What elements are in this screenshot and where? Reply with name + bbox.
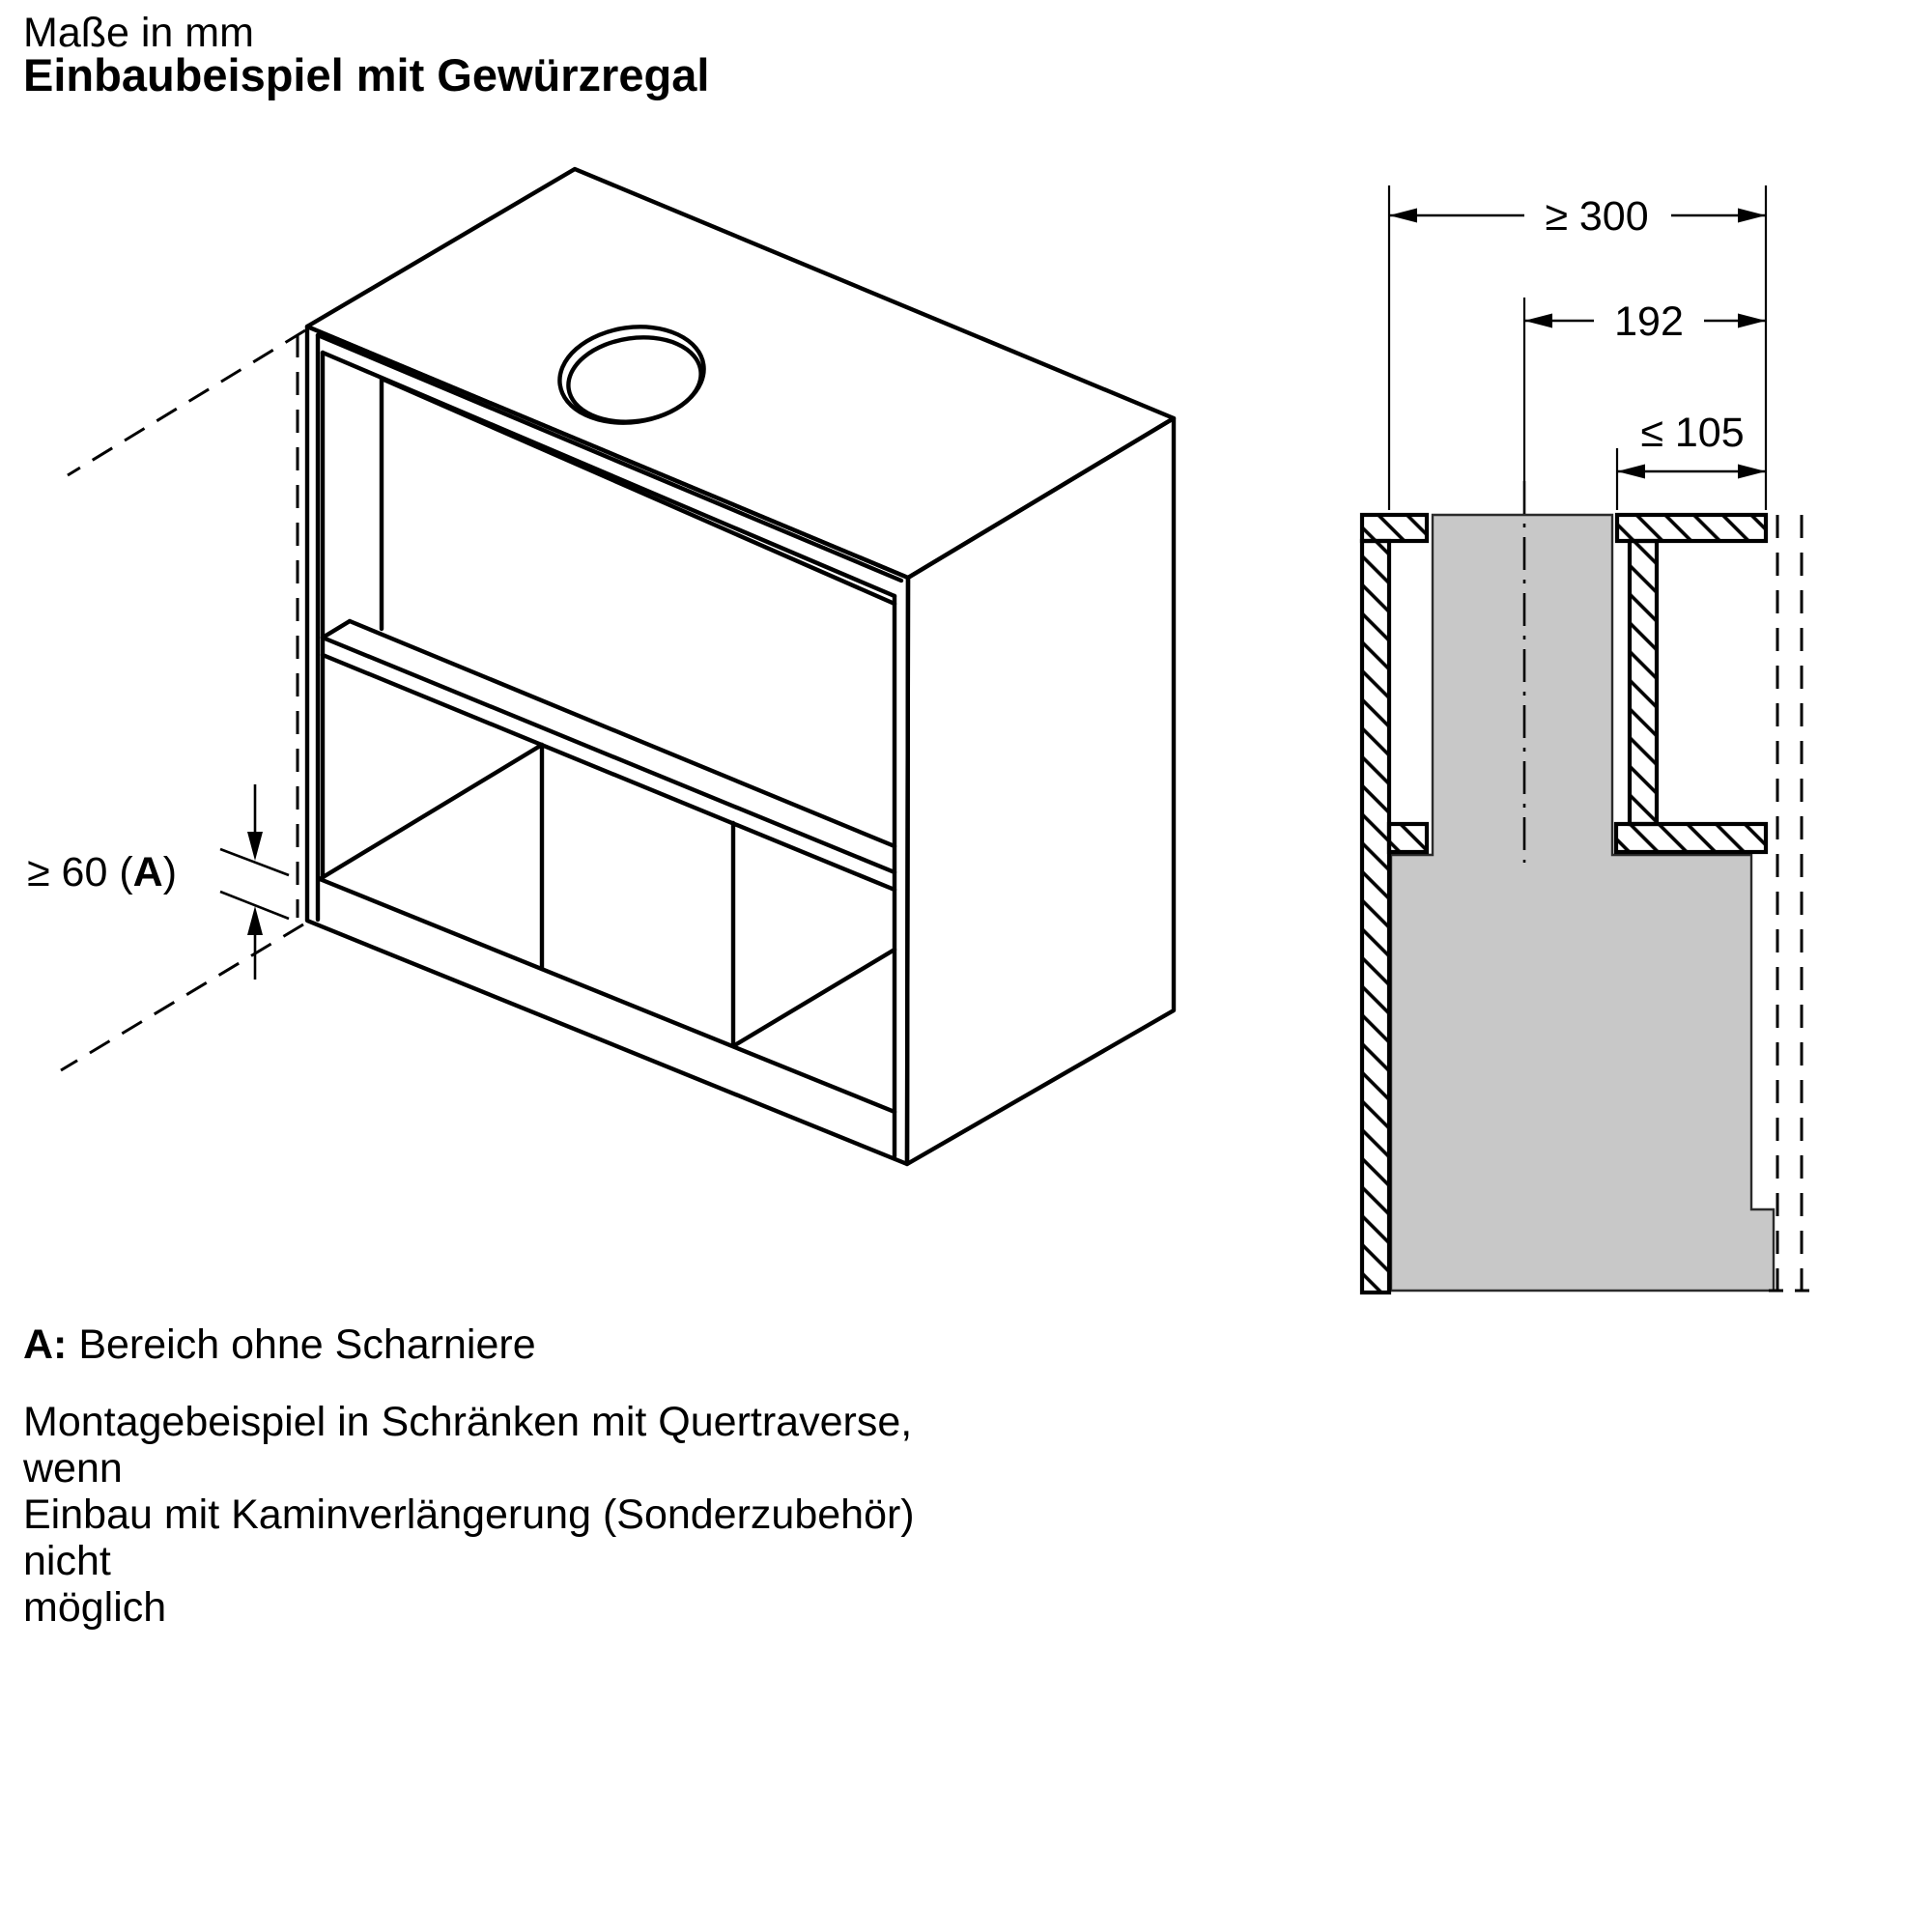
hinge-dim-arrowhead-up <box>247 906 263 935</box>
floor-left-wall-edge <box>320 745 542 879</box>
right-mid-flange <box>1616 824 1766 852</box>
mounting-note-line3: möglich <box>23 1584 167 1631</box>
legend-key: A: <box>23 1321 68 1368</box>
dashed-diagonal-bottom <box>61 924 303 1070</box>
mounting-note-line2: Einbau mit Kaminverlängerung (Sonderzubehör) nicht <box>23 1492 915 1584</box>
cabinet-right-face <box>907 418 1174 1164</box>
right-side-wall <box>1630 541 1657 824</box>
vent-hole-outer-rim <box>554 318 710 432</box>
mounting-note <box>23 1399 989 1631</box>
left-side-wall <box>1362 541 1389 1293</box>
shelf-front-bottom-edge <box>323 655 895 890</box>
hinge-free-dimension <box>27 784 289 980</box>
dimension-width-min <box>1389 193 1766 240</box>
cabinet-front-face <box>307 327 908 1164</box>
left-mid-flange <box>1389 824 1427 852</box>
dim192-arrowhead-right <box>1738 314 1766 328</box>
legend-text: Bereich ohne Scharniere <box>67 1321 536 1368</box>
front-frame-reveal-top <box>318 335 901 581</box>
dim192-arrowhead-left <box>1524 314 1552 328</box>
shelf-left-sliver <box>323 621 350 638</box>
dim300-arrowhead-left <box>1389 209 1417 223</box>
mounting-note-line1: Montagebeispiel in Schränken mit Quertraverse, wenn <box>23 1399 913 1492</box>
shelf-top-front-edge <box>323 638 895 872</box>
right-top-flange <box>1617 515 1766 541</box>
dim105-arrowhead-left <box>1617 465 1645 479</box>
dim300-arrowhead-right <box>1738 209 1766 223</box>
dim-label-depth-max: ≤ 105 <box>1640 410 1745 456</box>
isometric-cabinet-drawing <box>307 169 1174 1164</box>
hinge-dim-label: ≥ 60 (A) <box>27 849 178 895</box>
hood-body-section <box>1391 515 1774 1291</box>
dim-label-duct-width: 192 <box>1614 298 1684 345</box>
dimensions-unit-note: Maße in mm <box>23 10 254 56</box>
isometric-dashed-projections <box>61 330 305 1070</box>
dim-label-width-min: ≥ 300 <box>1545 193 1649 240</box>
dim105-arrowhead-right <box>1738 465 1766 479</box>
hinge-dim-arrowhead-down <box>247 832 263 861</box>
vent-hole <box>554 318 710 432</box>
legend-hinge-note <box>23 1321 536 1368</box>
dimension-depth-max <box>1617 410 1766 479</box>
hood-front-top-edge <box>382 379 895 604</box>
section-dashed-front-plane <box>1769 515 1810 1291</box>
dashed-diagonal-top <box>68 330 305 475</box>
cabinet-top-face <box>307 169 1174 578</box>
left-top-flange <box>1362 515 1427 541</box>
page-title: Einbaubeispiel mit Gewürzregal <box>23 49 710 100</box>
section-drawing <box>1362 185 1810 1293</box>
dimension-duct-width <box>1524 298 1766 345</box>
floor-front-edge <box>320 879 895 1112</box>
floor-right-back-edge <box>733 950 895 1046</box>
